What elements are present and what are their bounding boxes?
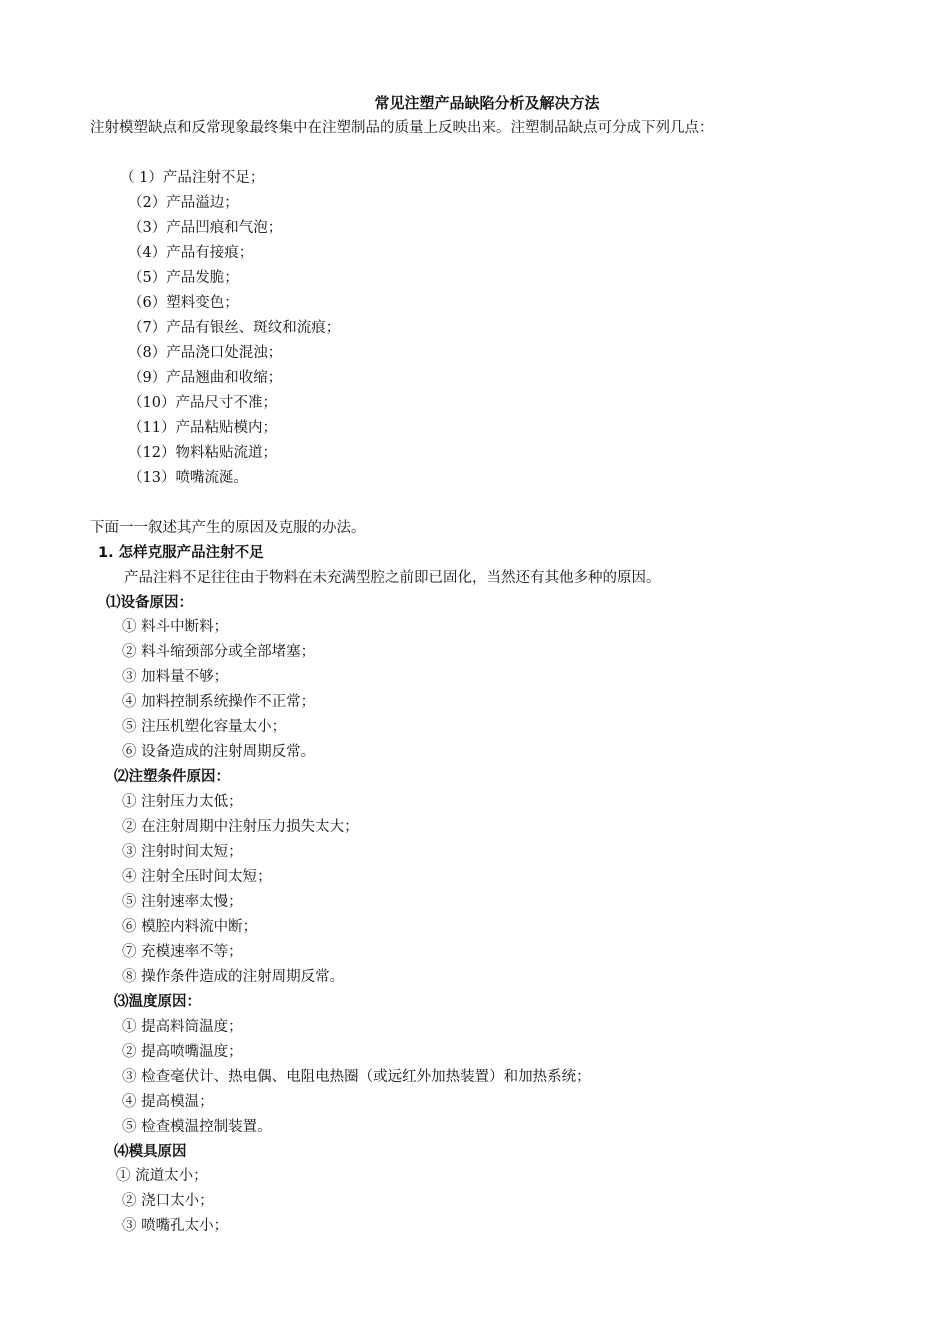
subsection-heading: ⑷模具原因 <box>114 1144 187 1160</box>
defect-item: （3）产品凹痕和气泡； <box>128 220 283 236</box>
defect-item: （13）喷嘴流涎。 <box>128 470 248 486</box>
cause-item: ① 流道太小； <box>116 1168 208 1184</box>
cause-item: ④ 注射全压时间太短； <box>122 869 272 885</box>
subsection-heading: ⑴设备原因： <box>106 595 193 611</box>
document-title: 常见注塑产品缺陷分析及解决方法 <box>374 94 600 112</box>
cause-item: ⑤ 注压机塑化容量太小； <box>122 719 287 735</box>
cause-item: ⑧ 操作条件造成的注射周期反常。 <box>122 969 345 985</box>
cause-item: ④ 提高模温； <box>122 1094 214 1110</box>
cause-item: ③ 加料量不够； <box>122 669 229 685</box>
cause-item: ② 浇口太小； <box>122 1193 214 1209</box>
defect-item: （ 1）产品注射不足； <box>120 170 265 186</box>
cause-item: ① 提高料筒温度； <box>122 1019 243 1035</box>
section-heading: 1. 怎样克服产品注射不足 <box>98 545 264 561</box>
defect-item: （7）产品有银丝、斑纹和流痕； <box>128 320 341 336</box>
cause-item: ⑥ 设备造成的注射周期反常。 <box>122 744 316 760</box>
section-description: 产品注料不足往往由于物料在未充满型腔之前即已固化，当然还有其他多种的原因。 <box>124 570 661 586</box>
transition-paragraph: 下面一一叙述其产生的原因及克服的办法。 <box>90 520 366 536</box>
defect-item: （11）产品粘贴模内； <box>128 420 277 436</box>
intro-paragraph: 注射模塑缺点和反常现象最终集中在注塑制品的质量上反映出来。注塑制品缺点可分成下列几点： <box>90 120 714 136</box>
cause-item: ⑤ 注射速率太慢； <box>122 894 243 910</box>
defect-item: （5）产品发脆； <box>128 270 239 286</box>
defect-item: （4）产品有接痕； <box>128 245 254 261</box>
cause-item: ② 料斗缩颈部分或全部堵塞； <box>122 644 316 660</box>
defect-item: （10）产品尺寸不准； <box>128 395 277 411</box>
cause-item: ⑥ 模腔内料流中断； <box>122 919 258 935</box>
cause-item: ② 提高喷嘴温度； <box>122 1044 243 1060</box>
defect-item: （6）塑料变色； <box>128 295 239 311</box>
cause-item: ⑤ 检查模温控制装置。 <box>122 1119 272 1135</box>
subsection-heading: ⑵注塑条件原因： <box>114 769 230 785</box>
cause-item: ③ 注射时间太短； <box>122 844 243 860</box>
cause-item: ① 料斗中断料； <box>122 619 229 635</box>
cause-item: ③ 检查毫伏计、热电偶、电阻电热圈（或远红外加热装置）和加热系统； <box>122 1069 591 1085</box>
subsection-heading: ⑶温度原因： <box>114 994 201 1010</box>
cause-item: ⑦ 充模速率不等； <box>122 944 243 960</box>
defect-item: （12）物料粘贴流道； <box>128 445 277 461</box>
defect-item: （8）产品浇口处混浊； <box>128 345 283 361</box>
defect-item: （2）产品溢边； <box>128 195 239 211</box>
defect-item: （9）产品翘曲和收缩； <box>128 370 283 386</box>
cause-item: ② 在注射周期中注射压力损失太大； <box>122 819 359 835</box>
cause-item: ④ 加料控制系统操作不正常； <box>122 694 316 710</box>
cause-item: ① 注射压力太低； <box>122 794 243 810</box>
cause-item: ③ 喷嘴孔太小； <box>122 1218 229 1234</box>
